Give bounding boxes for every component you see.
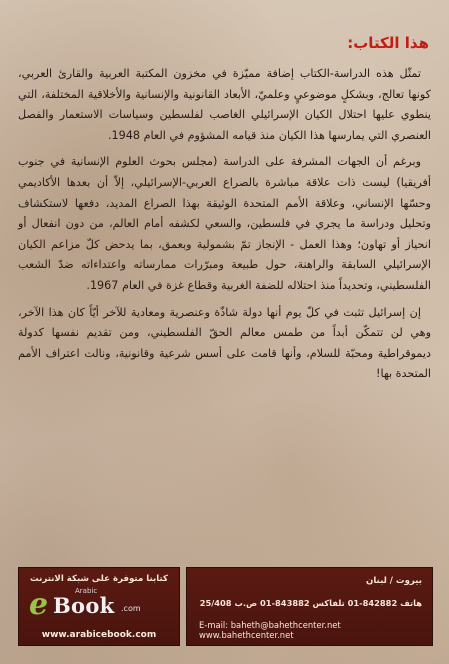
paragraph-3: إن إسرائيل تثبت في كلّ يوم أنها دولة شاذّة وعنصرية ومعادية للآخر أيّاً كان هذا الآخر، وهي لن تتمكّن أبداً من طمس معالم الحقّ الفلسطيني، ومن تقديم نفسها كدولة ديموقراطية ومحبّة للسلام، وأنها قامت على أسس شرعية وقانونية، ونالت اعتراف الأمم المتحدة بها! bbox=[18, 305, 431, 381]
ebook-url[interactable]: www.arabicebook.com bbox=[41, 630, 157, 640]
publisher-contact-box bbox=[186, 567, 433, 646]
blurb-text bbox=[18, 64, 431, 391]
logo-e-mark: e bbox=[29, 587, 49, 622]
publisher-city: بيروت / لبنان bbox=[366, 576, 422, 586]
publisher-email-web[interactable]: E-mail: baheth@bahethcenter.net www.bahethcenter.net bbox=[199, 620, 341, 640]
publisher-phone: هاتف 842882-01 تلفاكس 843882-01 ص.ب 25/408 bbox=[199, 598, 422, 608]
arabicebook-logo bbox=[29, 587, 169, 622]
logo-com-suffix: .com bbox=[121, 604, 141, 613]
paragraph-2: وبرغم أن الجهات المشرفة على الدراسة (مجلس بحوث العلوم الإنسانية في جنوب أفريقيا) ليست ذات علاقة مباشرة بالصراع العربي-الإسرائيلي، إلاّ أن بعدها الأكاديمي وحسّها الإنساني، وعلاقة الأمم المتحدة الوثيقة بهذا الصراع المديد، دفعها لاستكشاف وتحليل ودراسة ما يجري في فلسطين، والسعي لكشفه أمام العالم، من دون انفعال أو انحياز أو تهاون؛ وهذا العمل - الإنجاز تمّ بشمولية وبعمق، بما يدحض كلّ مزاعم الكيان الإسرائيلي السابقة والراهنة، حول طبيعة ومبرّرات ممارساته واعتداءاته ضدّ الشعب الفلسطيني، وتحديداً منذ احتلاله للضفة الغربية وقطاع غزة في العام 1967. bbox=[18, 155, 431, 292]
ebook-promo-box bbox=[18, 567, 180, 646]
paragraph-1: تمثّل هذه الدراسة-الكتاب إضافة مميّزة في مخزون المكتبة العربية والقارئ العربي، كونها تعالج، وبشكلٍ موضوعيٍ وعلميّ، الأبعاد القانونية والإنسانية والأخلاقية المختلفة، التي ينطوي عليها احتلال الكيان الإسرائيلي الغاصب لفلسطين وسياسات الاستعمار والفصل العنصري التي يمارسها هذا الكيان منذ قيامه المشؤوم في العام 1948. bbox=[18, 67, 431, 142]
online-availability-text: كتابنا متوفرة على شبكة الانترنت bbox=[30, 574, 168, 584]
section-heading: هذا الكتاب: bbox=[347, 34, 429, 52]
logo-book-word: Book bbox=[53, 593, 115, 618]
logo-arabic-word: Arabic bbox=[75, 587, 98, 595]
